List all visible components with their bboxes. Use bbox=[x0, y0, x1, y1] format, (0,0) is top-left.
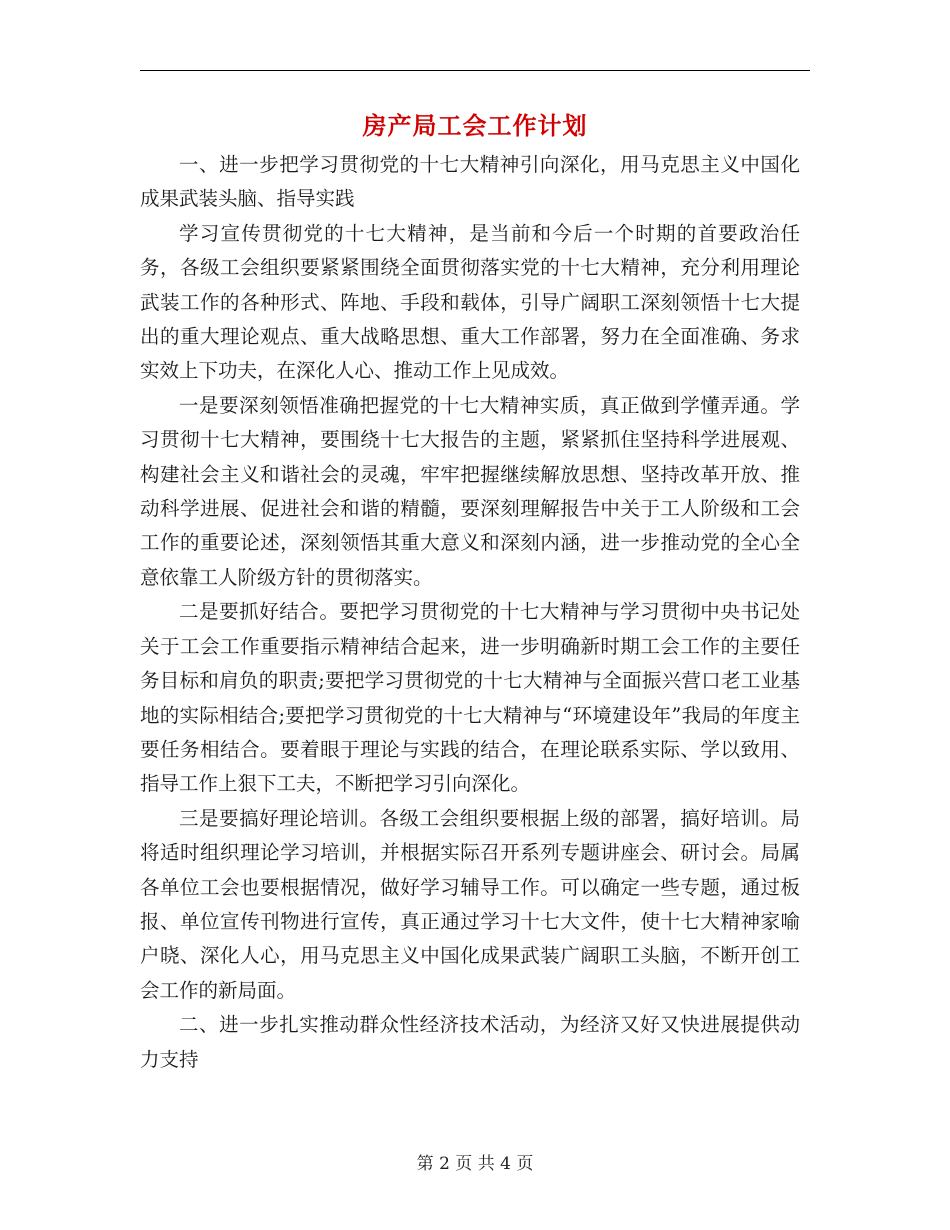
body-paragraph: 一是要深刻领悟准确把握党的十七大精神实质，真正做到学懂弄通。学习贯彻十七大精神，要围绕十七大报告的主题，紧紧抓住坚持科学进展观、构建社会主义和谐社会的灵魂，牢牢把握继续解放思想、坚持改革开放、推动科学进展、促进社会和谐的精髓，要深刻理解报告中关于工人阶级和工会工作的重要论述，深刻领悟其重大意义和深刻内涵，进一步推动党的全心全意依靠工人阶级方针的贯彻落实。 bbox=[140, 393, 800, 589]
page-number-footer: 第 2 页 共 4 页 bbox=[416, 1154, 534, 1174]
document-body bbox=[140, 148, 800, 1077]
body-paragraph: 二是要抓好结合。要把学习贯彻党的十七大精神与学习贯彻中央书记处关于工会工作重要指示精神结合起来，进一步明确新时期工会工作的主要任务目标和肩负的职责;要把学习贯彻党的十七大精神与全面振兴营口老工业基地的实际相结合;要把学习贯彻党的十七大精神与“环境建设年”我局的年度主要任务相结合。要着眼于理论与实践的结合，在理论联系实际、学以致用、指导工作上狠下工夫，不断把学习引向深化。 bbox=[140, 600, 800, 796]
document-title: 房产局工会工作计划 bbox=[362, 111, 588, 140]
body-paragraph: 三是要搞好理论培训。各级工会组织要根据上级的部署，搞好培训。局将适时组织理论学习培训，并根据实际召开系列专题讲座会、研讨会。局属各单位工会也要根据情况，做好学习辅导工作。可以确定一些专题，通过板报、单位宣传刊物进行宣传，真正通过学习十七大文件，使十七大精神家喻户晓、深化人心，用马克思主义中国化成果武装广阔职工头脑，不断开创工会工作的新局面。 bbox=[140, 806, 800, 1002]
header-rule bbox=[140, 70, 810, 71]
section-heading-2: 二、进一步扎实推动群众性经济技术活动，为经济又好又快进展提供动力支持 bbox=[140, 1013, 800, 1071]
section-heading-1: 一、进一步把学习贯彻党的十七大精神引向深化，用马克思主义中国化成果武装头脑、指导实践 bbox=[140, 153, 800, 211]
body-paragraph: 学习宣传贯彻党的十七大精神，是当前和今后一个时期的首要政治任务，各级工会组织要紧紧围绕全面贯彻落实党的十七大精神，充分利用理论武装工作的各种形式、阵地、手段和载体，引导广阔职工深刻领悟十七大提出的重大理论观点、重大战略思想、重大工作部署，努力在全面准确、务求实效上下功夫，在深化人心、推动工作上见成效。 bbox=[140, 221, 800, 383]
